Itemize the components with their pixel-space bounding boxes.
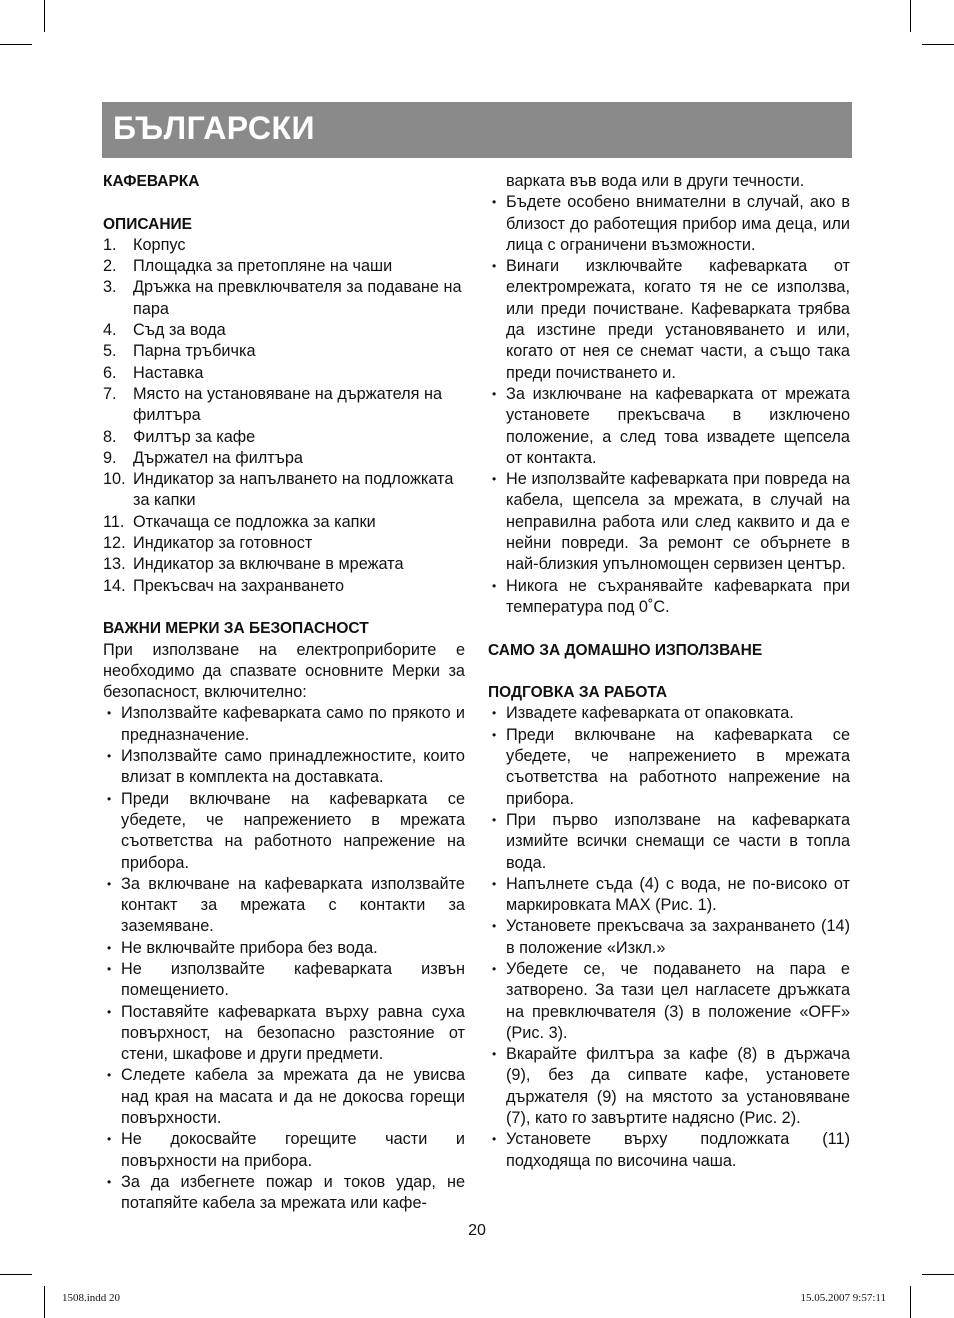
bullet-item: • Винаги изключвайте кафеварката от електромрежата, когато тя не се използва, или преди почистване. Кафеварката трябва да изстине преди установяването и или, когато от нея се снемат части, а също така преди почистването и. (488, 256, 850, 384)
bullet-item: • При първо използване на кафеварката измийте всички снемащи се части в топла вода. (488, 810, 850, 874)
product-title: КАФЕВАРКА (103, 173, 200, 190)
bullet-item: • Установете върху подложката (11) подходяща по височина чаша. (488, 1129, 850, 1172)
page-number: 20 (468, 1222, 486, 1239)
item-number: 6. (103, 363, 117, 382)
language-banner (102, 102, 852, 158)
list-item (103, 427, 465, 448)
list-item (103, 448, 465, 469)
language-title: БЪЛГАРСКИ (113, 110, 315, 146)
item-text: Наставка (133, 363, 204, 382)
safety-continuation: варката във вода или в други течности. (506, 172, 805, 190)
bullet-item: • Вкарайте филтъра за кафе (8) в държача (9), без да сипвате кафе, установете държателя (9) на мястото за установяване (7), като го завъртите надясно (Рис. 2). (488, 1044, 850, 1129)
item-text: Филтър за кафе (133, 427, 256, 446)
list-item (103, 320, 465, 341)
crop-mark (44, 0, 45, 32)
item-number: 12. (103, 534, 126, 553)
item-number: 3. (103, 278, 117, 297)
list-item (103, 469, 465, 512)
safety-heading: ВАЖНИ МЕРКИ ЗА БЕЗОПАСНОСТ (103, 620, 369, 638)
list-item (103, 554, 465, 575)
item-number: 1. (103, 235, 117, 254)
item-number: 13. (103, 555, 126, 574)
crop-mark (910, 1286, 911, 1318)
bullet-item: • Използвайте само принадлежностите, които влизат в комплекта на доставката. (103, 746, 465, 789)
bullet-item: • За изключване на кафеварката от мрежата установете прекъсвача в изключено положение, а след това извадете щепсела от контакта. (488, 384, 850, 469)
preparation-heading: ПОДГОВКА ЗА РАБОТА (488, 684, 668, 702)
list-item (103, 576, 465, 597)
item-text: Дръжка на превключвателя за подаване на пара (133, 278, 462, 318)
list-item (103, 235, 465, 256)
item-number: 10. (103, 470, 126, 489)
bullet-item: • Извадете кафеварката от опаковката. (488, 703, 850, 724)
item-text: Индикатор за включване в мрежата (133, 555, 404, 574)
item-number: 4. (103, 321, 117, 340)
list-item (103, 533, 465, 554)
item-text: Откачаща се подложка за капки (133, 512, 376, 531)
item-text: Парна тръбичка (133, 342, 256, 361)
crop-mark (922, 44, 954, 45)
safety-list (103, 703, 465, 1214)
item-text: Държател на филтъра (133, 448, 303, 467)
crop-mark (44, 1286, 45, 1318)
bullet-item: • Поставяйте кафеварката върху равна суха повърхност, на безопасно разстояние от стени, шкафове и други предмети. (103, 1002, 465, 1066)
bullet-item: • За включване на кафеварката използвайте контакт за мрежата с контакти за заземяване. (103, 874, 465, 938)
list-item (103, 363, 465, 384)
item-text: Прекъсвач на захранването (133, 576, 345, 595)
list-item (103, 277, 465, 320)
bullet-item: • Бъдете особено внимателни в случай, ако в близост до работещия прибор има деца, или лица с ограничени възможности. (488, 192, 850, 256)
bullet-item: • Следете кабела за мрежата да не увисва над края на масата и да не докосва горещи повърхности. (103, 1065, 465, 1129)
list-item (103, 384, 465, 427)
parts-list (103, 235, 465, 597)
right-column (488, 171, 850, 1172)
bullet-item: • Преди включване на кафеварката се убедете, че напрежението в мрежата съответства на работното напрежение на прибора. (488, 725, 850, 810)
bullet-item: • Не включвайте прибора без вода. (103, 938, 465, 959)
date-slug: 15.05.2007 9:57:11 (800, 1292, 886, 1304)
file-slug: 1508.indd 20 (62, 1292, 121, 1304)
crop-mark (0, 1274, 32, 1275)
bullet-item: • Преди включване на кафеварката се убедете, че напрежението в мрежата съответства на работното напрежение на прибора. (103, 789, 465, 874)
item-number: 2. (103, 257, 117, 276)
bullet-item: • Убедете се, че подаването на пара е затворено. За тази цел нагласете дръжката на превключвателя (3) в положение «OFF» (Рис. 3). (488, 959, 850, 1044)
item-text: Площадка за претопляне на чаши (133, 257, 393, 276)
list-item (103, 256, 465, 277)
left-column (103, 171, 465, 1215)
bullet-item: • Никога не съхранявайте кафеварката при температура под 0˚С. (488, 576, 850, 619)
bullet-item: • За да избегнете пожар и токов удар, не потапяйте кабела за мрежата или кафе- (103, 1172, 465, 1215)
list-item (103, 341, 465, 362)
crop-mark (922, 1274, 954, 1275)
item-text: Индикатор за готовност (133, 534, 313, 553)
description-heading: ОПИСАНИЕ (103, 215, 193, 233)
safety-intro: При използване на електроприборите е необходимо да спазвате основните Мерки за безопасност, включително: (103, 640, 465, 702)
bullet-item: • Не използвайте кафеварката при повреда на кабела, щепсела за мрежата, в случай на неправилна работа или след каквито и да е нейни повреди. За ремонт се обърнете в най-близкия упълномощен сервизен център. (488, 469, 850, 575)
item-number: 7. (103, 384, 117, 403)
crop-mark (0, 44, 32, 45)
home-use-heading: САМО ЗА ДОМАШНО ИЗПОЛЗВАНЕ (488, 641, 763, 659)
bullet-item: • Използвайте кафеварката само по прякото и предназначение. (103, 703, 465, 746)
item-text: Индикатор за напълването на подложката за капки (133, 470, 454, 510)
item-text: Корпус (133, 235, 186, 254)
preparation-list (488, 703, 850, 1172)
safety-list-continued (488, 192, 850, 618)
item-number: 9. (103, 448, 117, 467)
bullet-item: • Не използвайте кафеварката извън помещението. (103, 959, 465, 1002)
bullet-item: • Напълнете съда (4) с вода, не по-високо от маркировката МАХ (Рис. 1). (488, 874, 850, 917)
item-number: 11. (103, 512, 125, 531)
item-number: 14. (103, 576, 126, 595)
item-number: 5. (103, 342, 117, 361)
item-text: Място на установяване на държателя на филтъра (133, 384, 442, 425)
bullet-item: • Не докосвайте горещите части и повърхности на прибора. (103, 1129, 465, 1172)
bullet-item: • Установете прекъсвача за захранването (14) в положение «Изкл.» (488, 916, 850, 959)
item-number: 8. (103, 427, 117, 446)
list-item (103, 512, 465, 533)
crop-mark (910, 0, 911, 32)
item-text: Съд за вода (133, 321, 226, 340)
